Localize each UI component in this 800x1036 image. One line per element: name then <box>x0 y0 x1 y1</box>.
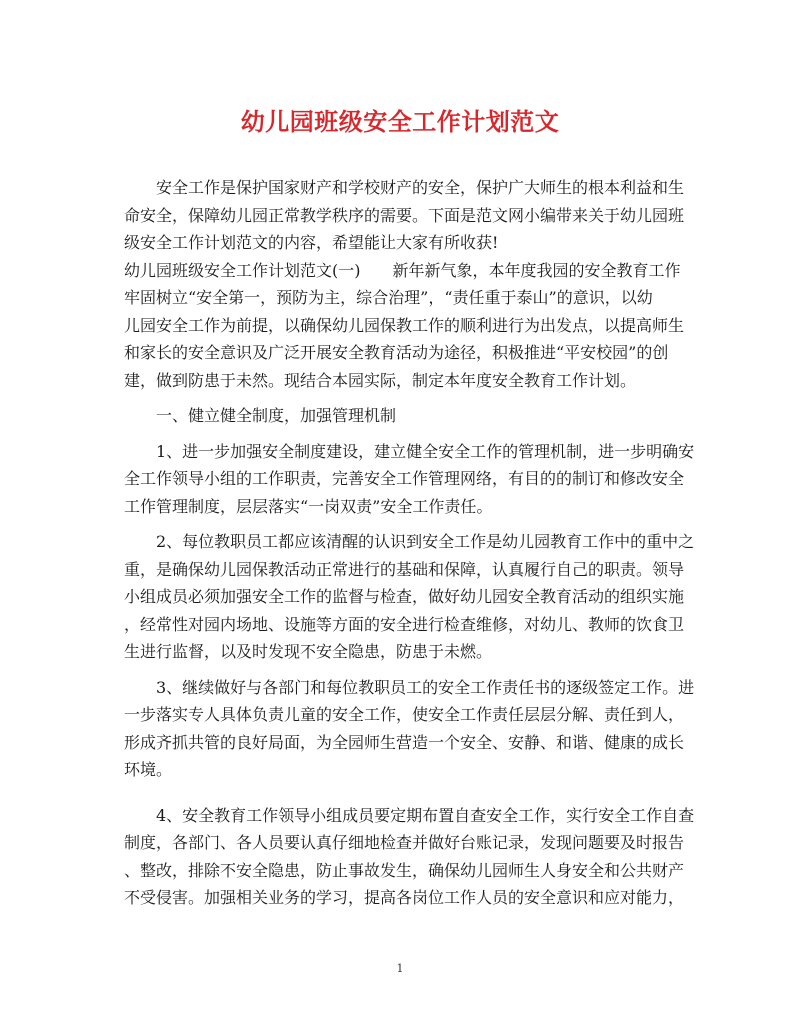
paragraph-line: 儿园安全工作为前提，以确保幼儿园保教工作的顺利进行为出发点，以提高师生 <box>124 315 685 335</box>
paragraph-line: 和家长的安全意识及广泛开展安全教育活动为途径，积极推进“平安校园”的创 <box>124 343 669 362</box>
paragraph-line: 3、继续做好与各部门和每位教职员工的安全工作责任书的逐级签定工作。进 <box>124 677 695 697</box>
paragraph-gap <box>124 520 684 528</box>
paragraph-line: 、整改，排除不安全隐患，防止事故发生，确保幼儿园师生人身安全和公共财产 <box>124 860 685 880</box>
paragraph-line: 工作管理制度，层层落实“一岗双责”安全工作责任。 <box>124 496 493 516</box>
paragraph-line: 级安全工作计划范文的内容，希望能让大家有所收获! <box>124 233 499 252</box>
paragraph-line: 生进行监督，以及时发现不安全隐患，防患于未燃。 <box>124 642 493 661</box>
paragraph-gap <box>124 784 684 802</box>
section-heading: 一、健立健全制度，加强管理机制 <box>124 406 397 425</box>
paragraph-line: 全工作领导小组的工作职责，完善安全工作管理网络，有目的的制订和修改安全 <box>124 469 685 488</box>
paragraph-line: 小组成员必须加强安全工作的监督与检查，做好幼儿园安全教育活动的组织实施 <box>124 587 685 606</box>
paragraph-line: 制度，各部门、各人员要认真仔细地检查并做好台账记录，发现问题要及时报告 <box>124 833 685 852</box>
paragraph-gap <box>124 394 684 402</box>
paragraph-line: 2、每位教职员工都应该清醒的认识到安全工作是幼儿园教育工作中的重中之 <box>124 532 695 551</box>
document-body <box>124 174 695 912</box>
paragraph-gap <box>124 666 684 674</box>
paragraph-line: 幼儿园班级安全工作计划范文(一) 新年新气象，本年度我园的安全教育工作 <box>124 260 681 280</box>
paragraph-line: 牢固树立“安全第一，预防为主，综合治理”，“责任重于泰山”的意识，以幼 <box>124 288 653 307</box>
paragraph-line: 一步落实专人具体负责儿童的安全工作，使安全工作责任层层分解、责任到人， <box>124 705 685 724</box>
page-number: 1 <box>396 962 404 975</box>
paragraph-line: 环境。 <box>124 760 173 779</box>
paragraph-line: 1、进一步加强安全制度建设，建立健全安全工作的管理机制，进一步明确安 <box>124 441 695 461</box>
paragraph-line: 命安全，保障幼儿园正常教学秩序的需要。下面是范文网小编带来关于幼儿园班 <box>124 205 685 225</box>
paragraph-line: 重，是确保幼儿园保教活动正常进行的基础和保障，认真履行自己的职责。领导 <box>124 559 685 579</box>
paragraph-line: 4、安全教育工作领导小组成员要定期布置自查安全工作，实行安全工作自查 <box>124 805 695 825</box>
paragraph-line: 不受侵害。加强相关业务的学习，提高各岗位工作人员的安全意识和应对能力， <box>124 888 685 907</box>
paragraph-line: 安全工作是保护国家财产和学校财产的安全，保护广大师生的根本利益和生 <box>124 178 685 197</box>
paragraph-line: 建，做到防患于未然。现结合本园实际，制定本年度安全教育工作计划。 <box>124 370 637 390</box>
paragraph-line: ，经常性对园内场地、设施等方面的安全进行检查维修，对幼儿、教师的饮食卫 <box>124 614 685 634</box>
paragraph-line: 形成齐抓共管的良好局面，为全园师生营造一个安全、安静、和谐、健康的成长 <box>124 732 685 752</box>
document-title: 幼儿园班级安全工作计划范文 <box>240 107 560 136</box>
paragraph-gap <box>124 430 684 438</box>
